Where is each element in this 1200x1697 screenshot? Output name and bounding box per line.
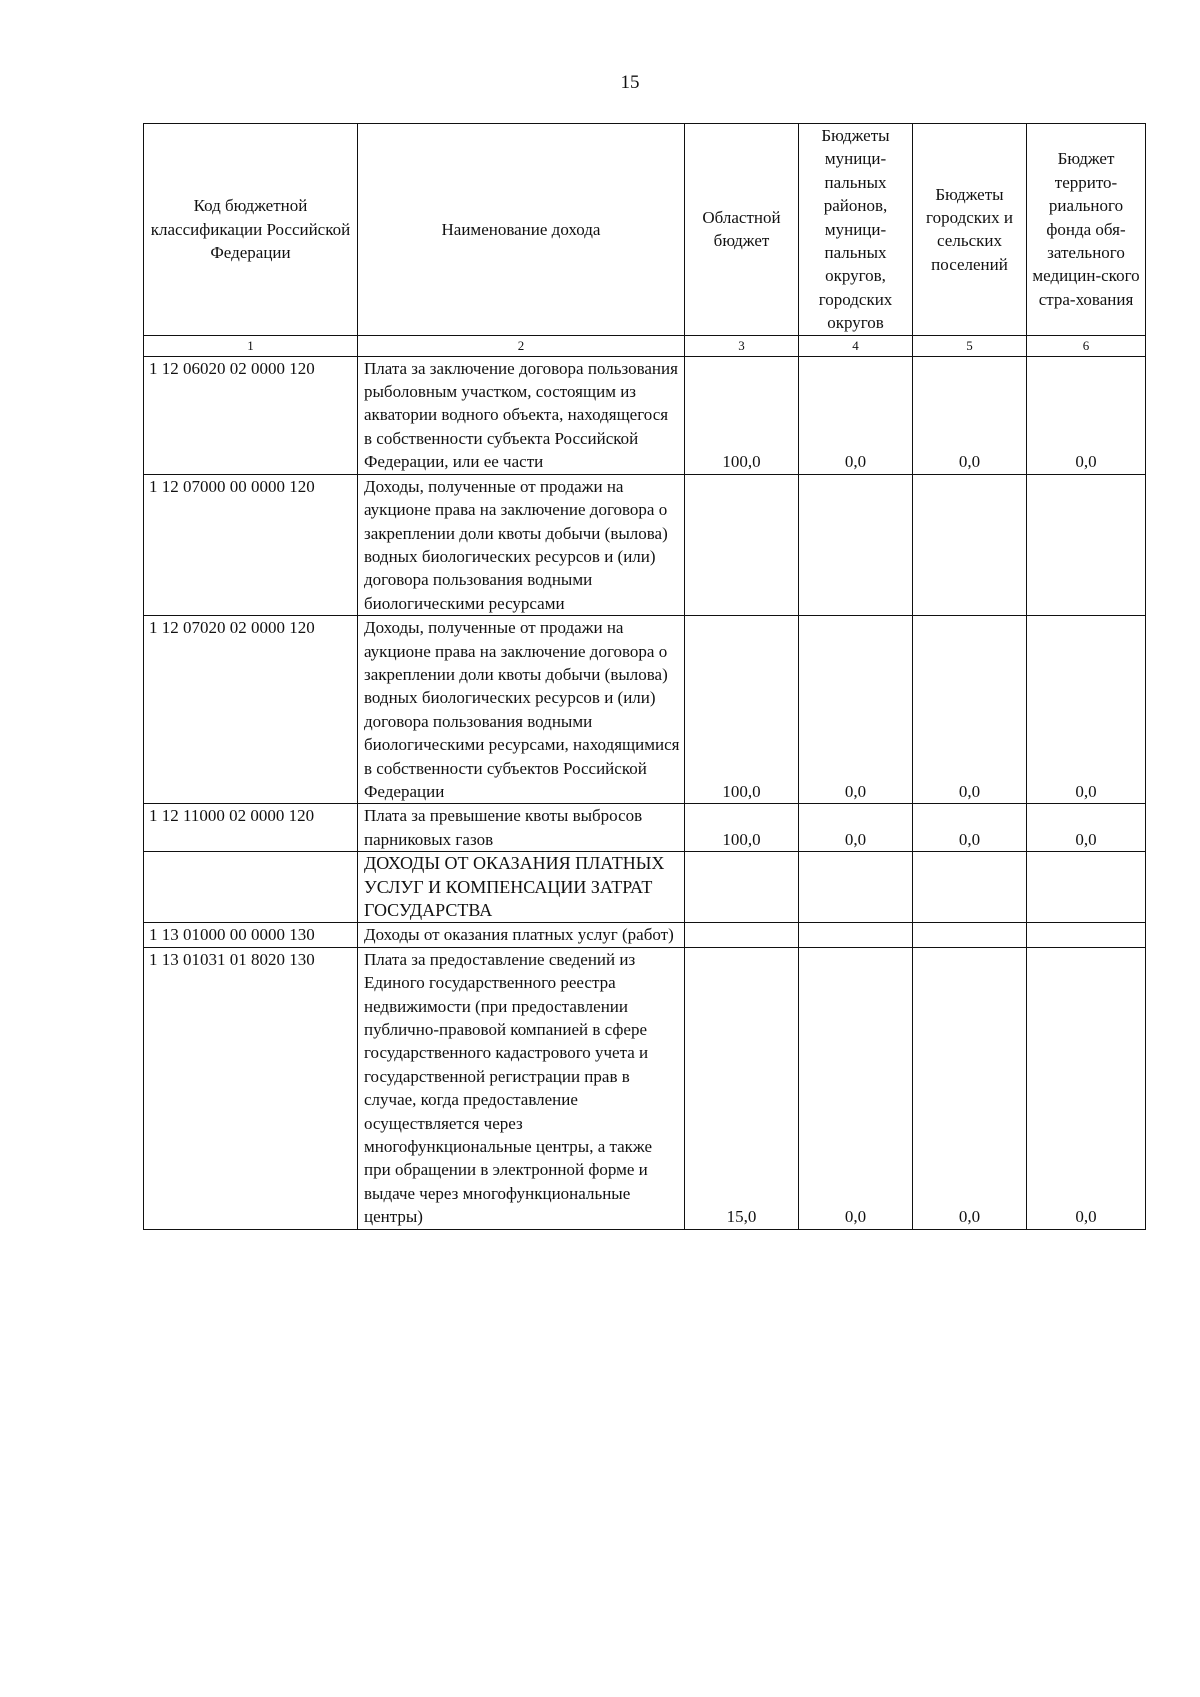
revenue-name: Доходы, полученные от продажи на аукционе права на заключение договора о закреплении доли квоты добычи (вылова) водных биологических ресурсов и (или) договора пользования водными биологическими ресурсами, находящимися в собственности субъектов Российской Федерации bbox=[358, 616, 685, 804]
regional-budget-value: 100,0 bbox=[685, 804, 799, 852]
header-budget-code: Код бюджетной классификации Российской Федерации bbox=[144, 124, 358, 336]
table-row bbox=[144, 923, 1146, 947]
column-number: 3 bbox=[685, 335, 799, 356]
settlement-budget-value bbox=[913, 852, 1027, 923]
section-heading: ДОХОДЫ ОТ ОКАЗАНИЯ ПЛАТНЫХ УСЛУГ И КОМПЕНСАЦИИ ЗАТРАТ ГОСУДАРСТВА bbox=[358, 852, 685, 923]
regional-budget-value bbox=[685, 852, 799, 923]
column-number: 5 bbox=[913, 335, 1027, 356]
header-health-insurance-fund: Бюджет террито-риального фонда обя-зательного медицин-ского стра-хования bbox=[1027, 124, 1146, 336]
regional-budget-value: 100,0 bbox=[685, 616, 799, 804]
health-fund-value bbox=[1027, 852, 1146, 923]
section-heading-row bbox=[144, 852, 1146, 923]
header-regional-budget: Областной бюджет bbox=[685, 124, 799, 336]
health-fund-value: 0,0 bbox=[1027, 616, 1146, 804]
header-row bbox=[144, 124, 1146, 336]
budget-code: 1 12 07020 02 0000 120 bbox=[144, 616, 358, 804]
settlement-budget-value: 0,0 bbox=[913, 616, 1027, 804]
municipal-budget-value bbox=[799, 852, 913, 923]
page-number: 15 bbox=[620, 72, 640, 93]
table-row bbox=[144, 356, 1146, 474]
settlement-budget-value bbox=[913, 474, 1027, 615]
budget-code: 1 12 07000 00 0000 120 bbox=[144, 474, 358, 615]
revenue-name: Доходы, полученные от продажи на аукционе права на заключение договора о закреплении доли квоты добычи (вылова) водных биологических ресурсов и (или) договора пользования водными биологическими ресурсами bbox=[358, 474, 685, 615]
municipal-budget-value: 0,0 bbox=[799, 804, 913, 852]
header-municipal-budgets: Бюджеты муници-пальных районов, муници-пальных округов, городских округов bbox=[799, 124, 913, 336]
regional-budget-value: 15,0 bbox=[685, 947, 799, 1229]
municipal-budget-value: 0,0 bbox=[799, 947, 913, 1229]
table-row bbox=[144, 947, 1146, 1229]
budget-code: 1 12 11000 02 0000 120 bbox=[144, 804, 358, 852]
municipal-budget-value bbox=[799, 923, 913, 947]
budget-code: 1 12 06020 02 0000 120 bbox=[144, 356, 358, 474]
budget-code: 1 13 01031 01 8020 130 bbox=[144, 947, 358, 1229]
regional-budget-value: 100,0 bbox=[685, 356, 799, 474]
health-fund-value: 0,0 bbox=[1027, 356, 1146, 474]
table-row bbox=[144, 616, 1146, 804]
budget-code: 1 13 01000 00 0000 130 bbox=[144, 923, 358, 947]
health-fund-value bbox=[1027, 923, 1146, 947]
column-number: 6 bbox=[1027, 335, 1146, 356]
header-revenue-name: Наименование дохода bbox=[358, 124, 685, 336]
health-fund-value: 0,0 bbox=[1027, 804, 1146, 852]
table-row bbox=[144, 474, 1146, 615]
revenue-name: Плата за заключение договора пользования рыболовным участком, состоящим из акватории водного объекта, находящегося в собственности субъекта Российской Федерации, или ее части bbox=[358, 356, 685, 474]
column-number: 1 bbox=[144, 335, 358, 356]
settlement-budget-value: 0,0 bbox=[913, 356, 1027, 474]
column-number: 4 bbox=[799, 335, 913, 356]
revenue-table bbox=[143, 123, 1146, 1230]
settlement-budget-value: 0,0 bbox=[913, 947, 1027, 1229]
budget-code bbox=[144, 852, 358, 923]
settlement-budget-value bbox=[913, 923, 1027, 947]
regional-budget-value bbox=[685, 923, 799, 947]
revenue-name: Доходы от оказания платных услуг (работ) bbox=[358, 923, 685, 947]
settlement-budget-value: 0,0 bbox=[913, 804, 1027, 852]
revenue-name: Плата за превышение квоты выбросов парниковых газов bbox=[358, 804, 685, 852]
health-fund-value: 0,0 bbox=[1027, 947, 1146, 1229]
municipal-budget-value: 0,0 bbox=[799, 356, 913, 474]
regional-budget-value bbox=[685, 474, 799, 615]
column-number: 2 bbox=[358, 335, 685, 356]
revenue-name: Плата за предоставление сведений из Единого государственного реестра недвижимости (при предоставлении публично-правовой компанией в сфере государственного кадастрового учета и государственной регистрации прав в случае, когда предоставление осуществляется через многофункциональные центры, а также при обращении в электронной форме и выдаче через многофункциональные центры) bbox=[358, 947, 685, 1229]
municipal-budget-value bbox=[799, 474, 913, 615]
health-fund-value bbox=[1027, 474, 1146, 615]
column-number-row bbox=[144, 335, 1146, 356]
municipal-budget-value: 0,0 bbox=[799, 616, 913, 804]
table-row bbox=[144, 804, 1146, 852]
header-settlement-budgets: Бюджеты городских и сельских поселений bbox=[913, 124, 1027, 336]
